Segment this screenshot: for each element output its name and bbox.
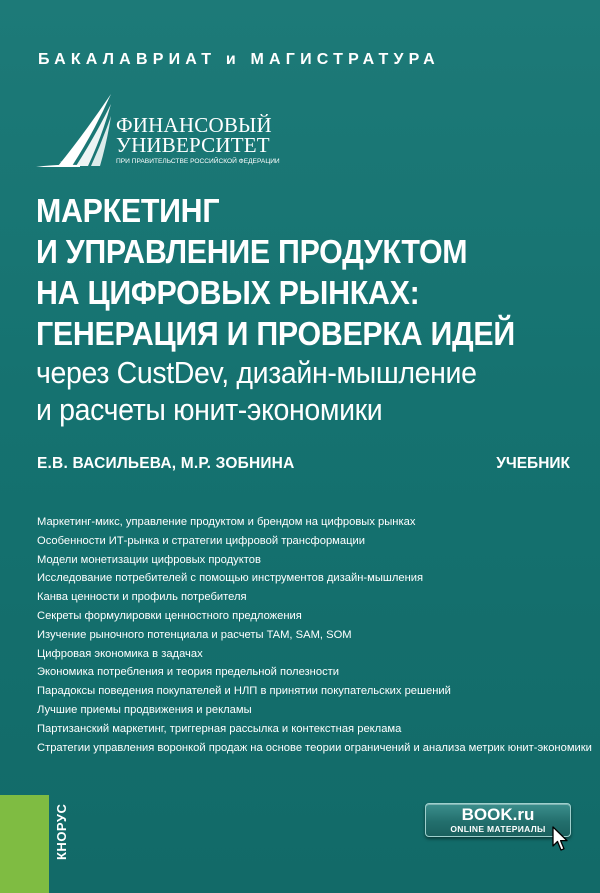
topic-item: Особенности ИТ-рынка и стратегии цифровой трансформации: [37, 534, 366, 547]
topic-item: Партизанский маркетинг, триггерная рассылка и контекстная реклама: [37, 722, 402, 735]
topic-item: Экономика потребления и теория предельной полезности: [37, 666, 340, 679]
title-line: НА ЦИФРОВЫХ РЫНКАХ:: [36, 274, 420, 311]
mouse-pointer-icon: [552, 826, 570, 852]
topic-item: Парадоксы поведения покупателей и НЛП в принятии покупательских решений: [37, 685, 451, 698]
topic-item: Стратегии управления воронкой продаж на основе теории ограничений и анализа метрик юнит-экономики: [37, 741, 592, 754]
topic-item: Цифровая экономика в задачах: [37, 647, 203, 660]
subtitle-line: и расчеты юнит-экономики: [36, 392, 383, 427]
title-line: ГЕНЕРАЦИЯ И ПРОВЕРКА ИДЕЙ: [36, 315, 515, 352]
book-ru-sublabel: ONLINE МАТЕРИАЛЫ: [450, 824, 546, 834]
logo-name-line2: УНИВЕРСИТЕТ: [116, 133, 270, 157]
publisher-bar: [0, 795, 49, 893]
series-label: БАКАЛАВРИАТ и МАГИСТРАТУРА: [38, 51, 440, 68]
topic-item: Маркетинг-микс, управление продуктом и брендом на цифровых рынках: [37, 516, 416, 528]
subtitle-line: через CustDev, дизайн-мышление: [36, 355, 477, 390]
topic-item: Канва ценности и профиль потребителя: [37, 591, 247, 604]
topic-item: Секреты формулировки ценностного предложения: [37, 609, 302, 622]
book-ru-button[interactable]: [425, 803, 571, 837]
authors: Е.В. ВАСИЛЬЕВА, М.Р. ЗОБНИНА: [37, 455, 295, 472]
title-line: И УПРАВЛЕНИЕ ПРОДУКТОМ: [36, 233, 468, 270]
book-title: [36, 190, 586, 428]
logo-subtitle: ПРИ ПРАВИТЕЛЬСТВЕ РОССИЙСКОЙ ФЕДЕРАЦИИ: [116, 158, 280, 165]
logo-year: 1919: [60, 160, 69, 165]
university-emblem-icon: [36, 94, 116, 170]
university-logo: [36, 94, 296, 170]
topic-item: Изучение рыночного потенциала и расчеты TAM, SAM, SOM: [37, 628, 352, 641]
topics-list: [37, 513, 592, 757]
topic-item: Исследование потребителей с помощью инструментов дизайн-мышления: [37, 572, 424, 585]
topic-item: Модели монетизации цифровых продуктов: [37, 553, 261, 566]
title-line: МАРКЕТИНГ: [36, 192, 220, 229]
logo-name-line1: ФИНАНСОВЫЙ: [116, 113, 272, 137]
publisher-name: КНОРУС: [54, 803, 69, 860]
book-type: УЧЕБНИК: [496, 455, 570, 472]
book-ru-label: BOOK.ru: [461, 805, 535, 824]
topic-item: Лучшие приемы продвижения и рекламы: [37, 703, 252, 716]
